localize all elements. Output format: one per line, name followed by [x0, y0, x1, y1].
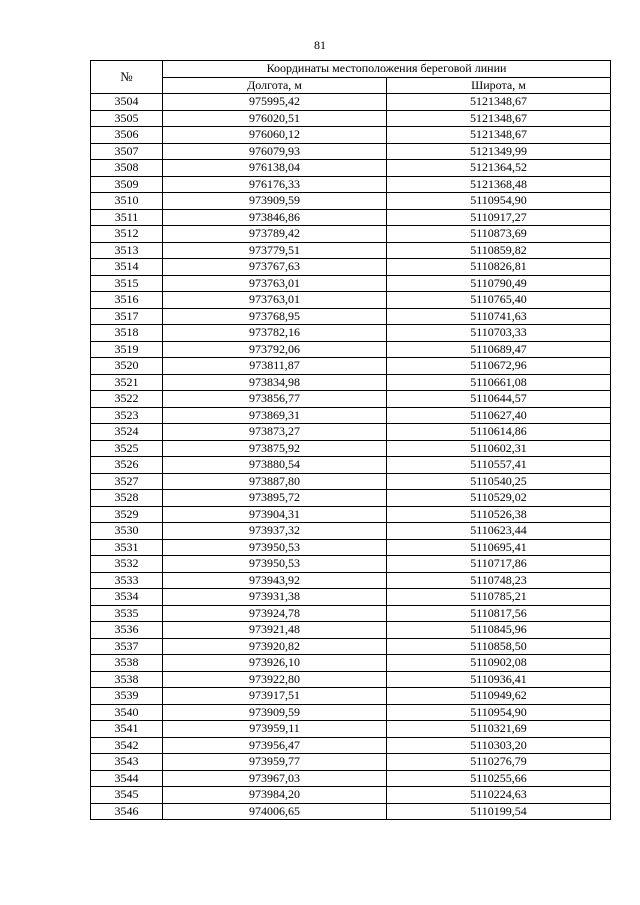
longitude-cell: 973789,42: [163, 226, 387, 243]
longitude-cell: 976020,51: [163, 110, 387, 127]
table-row: [91, 325, 611, 342]
table-row: [91, 803, 611, 820]
latitude-column-header: Широта, м: [387, 77, 611, 94]
table-row: [91, 341, 611, 358]
table-row: [91, 226, 611, 243]
latitude-cell: 5110557,41: [387, 457, 611, 474]
longitude-cell: 973922,80: [163, 671, 387, 688]
latitude-cell: 5110845,96: [387, 622, 611, 639]
row-number-cell: 3516: [91, 292, 163, 309]
table-row: [91, 770, 611, 787]
row-number-cell: 3525: [91, 440, 163, 457]
longitude-cell: 973937,32: [163, 523, 387, 540]
table-row: [91, 523, 611, 540]
longitude-cell: 973887,80: [163, 473, 387, 490]
longitude-cell: 973880,54: [163, 457, 387, 474]
table-row: [91, 473, 611, 490]
latitude-cell: 5110224,63: [387, 787, 611, 804]
table-row: [91, 391, 611, 408]
table-row: [91, 176, 611, 193]
latitude-cell: 5110859,82: [387, 242, 611, 259]
table-row: [91, 259, 611, 276]
row-number-cell: 3519: [91, 341, 163, 358]
table-row: [91, 160, 611, 177]
table-row: [91, 94, 611, 111]
row-number-cell: 3510: [91, 193, 163, 210]
row-number-cell: 3521: [91, 374, 163, 391]
table-row: [91, 275, 611, 292]
table-row: [91, 308, 611, 325]
row-number-cell: 3534: [91, 589, 163, 606]
row-number-cell: 3523: [91, 407, 163, 424]
longitude-cell: 973921,48: [163, 622, 387, 639]
longitude-cell: 973767,63: [163, 259, 387, 276]
table-row: [91, 292, 611, 309]
longitude-cell: 973924,78: [163, 605, 387, 622]
longitude-cell: 973959,77: [163, 754, 387, 771]
row-number-cell: 3506: [91, 127, 163, 144]
latitude-cell: 5110949,62: [387, 688, 611, 705]
row-number-cell: 3533: [91, 572, 163, 589]
row-number-cell: 3513: [91, 242, 163, 259]
latitude-cell: 5110602,31: [387, 440, 611, 457]
row-number-cell: 3526: [91, 457, 163, 474]
row-number-cell: 3528: [91, 490, 163, 507]
longitude-cell: 973926,10: [163, 655, 387, 672]
longitude-cell: 976079,93: [163, 143, 387, 160]
longitude-cell: 973869,31: [163, 407, 387, 424]
row-number-cell: 3509: [91, 176, 163, 193]
row-number-cell: 3545: [91, 787, 163, 804]
latitude-cell: 5110644,57: [387, 391, 611, 408]
latitude-cell: 5110540,25: [387, 473, 611, 490]
longitude-cell: 973920,82: [163, 638, 387, 655]
latitude-cell: 5110661,08: [387, 374, 611, 391]
table-row: [91, 440, 611, 457]
table-row: [91, 506, 611, 523]
table-row: [91, 589, 611, 606]
table-row: [91, 605, 611, 622]
latitude-cell: 5110703,33: [387, 325, 611, 342]
table-row: [91, 358, 611, 375]
longitude-cell: 974006,65: [163, 803, 387, 820]
latitude-cell: 5110717,86: [387, 556, 611, 573]
longitude-cell: 973895,72: [163, 490, 387, 507]
row-number-cell: 3507: [91, 143, 163, 160]
row-number-cell: 3514: [91, 259, 163, 276]
table-row: [91, 127, 611, 144]
latitude-cell: 5110954,90: [387, 704, 611, 721]
latitude-cell: 5110785,21: [387, 589, 611, 606]
row-number-cell: 3524: [91, 424, 163, 441]
row-number-cell: 3546: [91, 803, 163, 820]
longitude-cell: 973909,59: [163, 193, 387, 210]
latitude-cell: 5110672,96: [387, 358, 611, 375]
table-header: [91, 61, 611, 94]
table-row: [91, 556, 611, 573]
row-number-cell: 3530: [91, 523, 163, 540]
row-number-cell: 3538: [91, 671, 163, 688]
latitude-cell: 5110873,69: [387, 226, 611, 243]
table-row: [91, 572, 611, 589]
coordinates-group-header: Координаты местоположения береговой линии: [163, 61, 611, 78]
table-row: [91, 374, 611, 391]
latitude-cell: 5110917,27: [387, 209, 611, 226]
table-row: [91, 754, 611, 771]
row-number-cell: 3511: [91, 209, 163, 226]
row-number-cell: 3527: [91, 473, 163, 490]
latitude-cell: 5110936,41: [387, 671, 611, 688]
longitude-cell: 973984,20: [163, 787, 387, 804]
latitude-cell: 5110303,20: [387, 737, 611, 754]
table-row: [91, 638, 611, 655]
latitude-cell: 5121348,67: [387, 110, 611, 127]
row-number-cell: 3537: [91, 638, 163, 655]
latitude-cell: 5110695,41: [387, 539, 611, 556]
latitude-cell: 5121368,48: [387, 176, 611, 193]
latitude-cell: 5110954,90: [387, 193, 611, 210]
row-number-cell: 3512: [91, 226, 163, 243]
longitude-cell: 973763,01: [163, 275, 387, 292]
longitude-cell: 973811,87: [163, 358, 387, 375]
latitude-cell: 5110748,23: [387, 572, 611, 589]
row-number-cell: 3535: [91, 605, 163, 622]
latitude-cell: 5110627,40: [387, 407, 611, 424]
table-row: [91, 671, 611, 688]
latitude-cell: 5110902,08: [387, 655, 611, 672]
table-row: [91, 721, 611, 738]
row-number-cell: 3542: [91, 737, 163, 754]
longitude-cell: 973763,01: [163, 292, 387, 309]
row-number-cell: 3517: [91, 308, 163, 325]
longitude-cell: 973779,51: [163, 242, 387, 259]
latitude-cell: 5110765,40: [387, 292, 611, 309]
latitude-cell: 5110321,69: [387, 721, 611, 738]
longitude-cell: 976176,33: [163, 176, 387, 193]
table-row: [91, 424, 611, 441]
row-number-cell: 3505: [91, 110, 163, 127]
longitude-cell: 975995,42: [163, 94, 387, 111]
longitude-cell: 976060,12: [163, 127, 387, 144]
row-number-cell: 3538: [91, 655, 163, 672]
latitude-cell: 5110741,63: [387, 308, 611, 325]
longitude-cell: 973909,59: [163, 704, 387, 721]
table-row: [91, 787, 611, 804]
latitude-cell: 5110790,49: [387, 275, 611, 292]
longitude-cell: 973956,47: [163, 737, 387, 754]
row-number-cell: 3541: [91, 721, 163, 738]
latitude-cell: 5110689,47: [387, 341, 611, 358]
longitude-cell: 973873,27: [163, 424, 387, 441]
row-number-cell: 3536: [91, 622, 163, 639]
table-row: [91, 193, 611, 210]
row-number-cell: 3529: [91, 506, 163, 523]
latitude-cell: 5110276,79: [387, 754, 611, 771]
longitude-cell: 973959,11: [163, 721, 387, 738]
row-number-cell: 3518: [91, 325, 163, 342]
page-number: 81: [314, 38, 326, 52]
longitude-cell: 973856,77: [163, 391, 387, 408]
longitude-cell: 973792,06: [163, 341, 387, 358]
longitude-cell: 973846,86: [163, 209, 387, 226]
latitude-cell: 5110255,66: [387, 770, 611, 787]
latitude-cell: 5121348,67: [387, 127, 611, 144]
row-number-cell: 3508: [91, 160, 163, 177]
header-row-columns: [91, 77, 611, 94]
row-number-cell: 3544: [91, 770, 163, 787]
table-body: [91, 94, 611, 820]
latitude-cell: 5110858,50: [387, 638, 611, 655]
longitude-cell: 973950,53: [163, 539, 387, 556]
row-number-cell: 3540: [91, 704, 163, 721]
longitude-cell: 973950,53: [163, 556, 387, 573]
latitude-cell: 5110529,02: [387, 490, 611, 507]
table-row: [91, 407, 611, 424]
table-row: [91, 704, 611, 721]
longitude-cell: 973967,03: [163, 770, 387, 787]
latitude-cell: 5110199,54: [387, 803, 611, 820]
table-row: [91, 688, 611, 705]
row-number-cell: 3504: [91, 94, 163, 111]
longitude-cell: 973917,51: [163, 688, 387, 705]
longitude-column-header: Долгота, м: [163, 77, 387, 94]
latitude-cell: 5121349,99: [387, 143, 611, 160]
row-number-cell: 3539: [91, 688, 163, 705]
header-row-group: [91, 61, 611, 78]
latitude-cell: 5110817,56: [387, 605, 611, 622]
table-row: [91, 143, 611, 160]
table-row: [91, 110, 611, 127]
longitude-cell: 973782,16: [163, 325, 387, 342]
table-row: [91, 622, 611, 639]
longitude-cell: 973875,92: [163, 440, 387, 457]
row-number-cell: 3522: [91, 391, 163, 408]
latitude-cell: 5110614,86: [387, 424, 611, 441]
longitude-cell: 973943,92: [163, 572, 387, 589]
table-row: [91, 490, 611, 507]
latitude-cell: 5110526,38: [387, 506, 611, 523]
longitude-cell: 976138,04: [163, 160, 387, 177]
table-row: [91, 242, 611, 259]
latitude-cell: 5110826,81: [387, 259, 611, 276]
longitude-cell: 973768,95: [163, 308, 387, 325]
row-number-cell: 3543: [91, 754, 163, 771]
coordinates-table: [90, 60, 611, 820]
longitude-cell: 973931,38: [163, 589, 387, 606]
table-row: [91, 655, 611, 672]
row-number-cell: 3515: [91, 275, 163, 292]
row-number-cell: 3520: [91, 358, 163, 375]
table-row: [91, 737, 611, 754]
latitude-cell: 5121364,52: [387, 160, 611, 177]
longitude-cell: 973834,98: [163, 374, 387, 391]
latitude-cell: 5121348,67: [387, 94, 611, 111]
table-row: [91, 539, 611, 556]
row-number-cell: 3531: [91, 539, 163, 556]
table-row: [91, 209, 611, 226]
row-number-cell: 3532: [91, 556, 163, 573]
longitude-cell: 973904,31: [163, 506, 387, 523]
latitude-cell: 5110623,44: [387, 523, 611, 540]
table-row: [91, 457, 611, 474]
number-column-header: №: [91, 61, 163, 94]
